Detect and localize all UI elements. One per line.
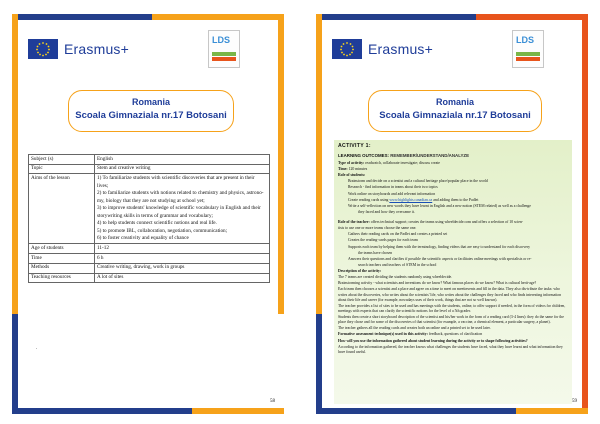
frame-stripe <box>278 14 284 314</box>
aim-line: lives; <box>97 182 109 189</box>
learning-outcomes <box>338 153 568 159</box>
aim-line: 4) to help students connect scientific notions and real life. <box>97 220 217 227</box>
teacher-role: search teachers and teachers of STEM in the school <box>358 262 437 267</box>
frame-stripe <box>582 14 588 414</box>
table-value: Stem and creative writing <box>95 164 270 174</box>
table-key: Age of students <box>29 244 95 254</box>
role-teacher <box>338 220 568 225</box>
aim-line: 3) to improve students' knowledge of scientific vocabulary in English and their <box>97 205 261 212</box>
school-title: Scoala Gimnaziala nr.17 Botosani <box>379 110 531 121</box>
frame-stripe <box>12 314 18 414</box>
table-row <box>29 174 270 244</box>
stray-dot: . <box>36 346 38 351</box>
page-number: 58 <box>270 399 275 404</box>
eu-flag-icon <box>28 39 58 59</box>
school-title: Scoala Gimnaziala nr.17 Botosani <box>75 110 227 121</box>
teacher-role: Supports each team by helping them with the terminology, finding videos that are easy to understand for each discovery <box>348 244 531 249</box>
aim-line: 1) To familiarize students with scientific discoveries that are present in their <box>97 175 255 182</box>
erasmus-logo <box>28 36 129 62</box>
frame-stripe <box>516 408 588 414</box>
activity-panel <box>334 140 572 404</box>
student-role <box>338 198 568 203</box>
table-key: Topic <box>29 164 95 174</box>
aim-line: 6) to foster creativity and equality of chance <box>97 235 189 242</box>
table-value: 11-12 <box>95 244 270 254</box>
aim-line: 5) to promote IBL, collaboration, negotiation, communication; <box>97 227 228 234</box>
teacher-role: Answers their questions and clarifies if possible the scientific aspects or facilitates online meetings with specialists or re- <box>348 256 532 261</box>
lds-project-logo <box>208 30 240 68</box>
lesson-plan-table <box>28 154 270 283</box>
description-paragraph: Each team then chooses a scientist and a place and agree on a time to meet on meetinvents and fill in the data. They also dis-tribute the tasks: who writes about the discoveries, who writes about the scientists' life, who writes about the challenges they faced and who finds interesting information about their life and career (for example, nowadays uses of their work, things that are not so well known). <box>338 287 562 302</box>
role-teacher-continued: tists to use one or more teams choose the same one. <box>338 226 417 231</box>
student-role: Brainstorm and decide on a scientist and a cultural heritage place/popular place in the world <box>348 179 488 184</box>
description-paragraph: The teacher gathers all the reading cards and creates both an online and a printed set to be used later. <box>338 326 491 331</box>
outcomes-verbs: REMEMBER/UNDERSTAND/ANALYZE <box>390 153 470 159</box>
table-value: English <box>95 155 270 165</box>
time-text: 120 minutes <box>348 167 368 172</box>
eu-flag-icon <box>332 39 362 59</box>
teacher-role: the teams have chosen <box>358 250 393 255</box>
lds-logo-text: LDS <box>212 35 230 45</box>
frame-stripe <box>12 14 152 20</box>
student-role-text: Create reading cards using <box>348 197 389 202</box>
erasmus-logo <box>332 36 433 62</box>
role-students-label: Role of students: <box>338 173 366 178</box>
student-role-text: and adding them to the Padlet <box>433 197 479 202</box>
table-row <box>29 273 270 283</box>
table-value: Creative writing, drawing, work in groups <box>95 263 270 273</box>
table-key: Time <box>29 254 95 264</box>
aim-line: my, biology that they are not studying at school yet; <box>97 197 205 204</box>
frame-stripe <box>316 314 322 414</box>
teacher-role: Creates the reading-cards pages for each team <box>348 238 418 243</box>
spacer <box>338 216 568 219</box>
aims-list <box>95 174 270 244</box>
frame-stripe <box>152 14 284 20</box>
school-title-box <box>368 90 542 132</box>
left-page <box>12 14 284 414</box>
outcomes-label: LEARNING OUTCOMES: <box>338 153 389 159</box>
type-label: Type of activity: <box>338 160 365 165</box>
table-value: A lot of sites <box>95 273 270 283</box>
frame-stripe <box>192 408 284 414</box>
country-title: Romania <box>131 97 170 107</box>
role-teacher-text: offers technical support; creates the teams using wheeldecide.com and offers a selection of 10 scien- <box>370 220 524 225</box>
erasmus-wordmark: Erasmus+ <box>368 41 434 57</box>
description-paragraph: The teacher provides a list of sites to be used and has meetings with the students, online, to offer support if needed, in the form of videos for children, meetings with experts that can clarify the scientific notions for the level of a 5th grader. <box>338 303 566 313</box>
type-text: readwatch, collaborate investigate; discuss create <box>365 160 440 165</box>
table-row <box>29 244 270 254</box>
description-paragraph: The 7 teams are created dividing the students randomly using wheeldecide. <box>338 275 453 280</box>
resource-link[interactable]: www.highlights.canadian.ca <box>389 197 433 202</box>
lds-logo-stripe <box>212 57 236 61</box>
time-label: Time: <box>338 167 348 172</box>
school-title-box <box>68 90 234 132</box>
activity-type <box>338 161 568 166</box>
table-row <box>29 254 270 264</box>
description-paragraph: Students then create a short storyboard description of the scientist and his/her work in the form of a reading card (3-4 lines): they do the same for the place they chose and for some of the discoveries of that scientist (for example, a vaccine, a chemical element, a particular surgery, a planet). <box>338 315 564 325</box>
table-key: Methods <box>29 263 95 273</box>
activity-time <box>338 167 568 172</box>
country-title: Romania <box>435 97 474 107</box>
table-row <box>29 164 270 174</box>
frame-stripe <box>12 408 192 414</box>
how-label: How will you use the information gathered about student learning during the activity or to shape following activities? <box>338 338 528 343</box>
formative-label: Formative assessment technique(s) used in this activity: <box>338 332 428 337</box>
how-text: According to the information gathered, the teacher knows what challenges the students have faced, what they have learnt and what information they have found useful. <box>338 344 563 354</box>
table-key: Teaching resources <box>29 273 95 283</box>
lds-project-logo <box>512 30 544 68</box>
formative-assessment <box>338 332 568 337</box>
formative-text: feedback, questions of clarification <box>428 332 483 337</box>
frame-stripe <box>316 14 476 20</box>
aim-line: storywriting skills in terms of grammar and vocabulary; <box>97 212 213 219</box>
role-teacher-label: Role of the teacher: <box>338 220 370 225</box>
lds-logo-text: LDS <box>516 35 534 45</box>
student-role: Work online on storyboards and add relevant information <box>348 191 436 196</box>
table-row <box>29 155 270 165</box>
student-role: they faced and how they overcame it. <box>358 209 415 214</box>
student-role: Research - find information in teams about their two topics <box>348 185 438 190</box>
teacher-role: Gathers their reading cards on the Padlet and creates a printed set <box>348 232 448 237</box>
right-page <box>316 14 588 414</box>
erasmus-wordmark: Erasmus+ <box>64 41 130 57</box>
frame-stripe <box>476 14 588 20</box>
description-label: Description of the activity: <box>338 269 382 274</box>
frame-stripe <box>316 408 516 414</box>
page-number: 59 <box>572 399 577 404</box>
description-paragraph: Brainstorming activity - what scientists and inventions do we know? What famous places do we know? What is cultural herit-age? <box>338 281 537 286</box>
table-value: 6 h <box>95 254 270 264</box>
student-role: Write a self-reflection on new words they have learnt in English and a new notion (STEM related) as well as a challenge <box>348 203 531 208</box>
lds-logo-stripe <box>212 52 236 56</box>
activity-title: ACTIVITY 1: <box>338 143 371 149</box>
aim-line: 2) to familiarize students with notions related to chemistry and physics, astrono- <box>97 190 264 197</box>
lds-logo-stripe <box>516 52 540 56</box>
table-row <box>29 263 270 273</box>
lds-logo-stripe <box>516 57 540 61</box>
table-key: Subject (s) <box>29 155 95 165</box>
frame-stripe <box>316 14 322 314</box>
table-key: Aims of the lesson <box>29 174 95 244</box>
